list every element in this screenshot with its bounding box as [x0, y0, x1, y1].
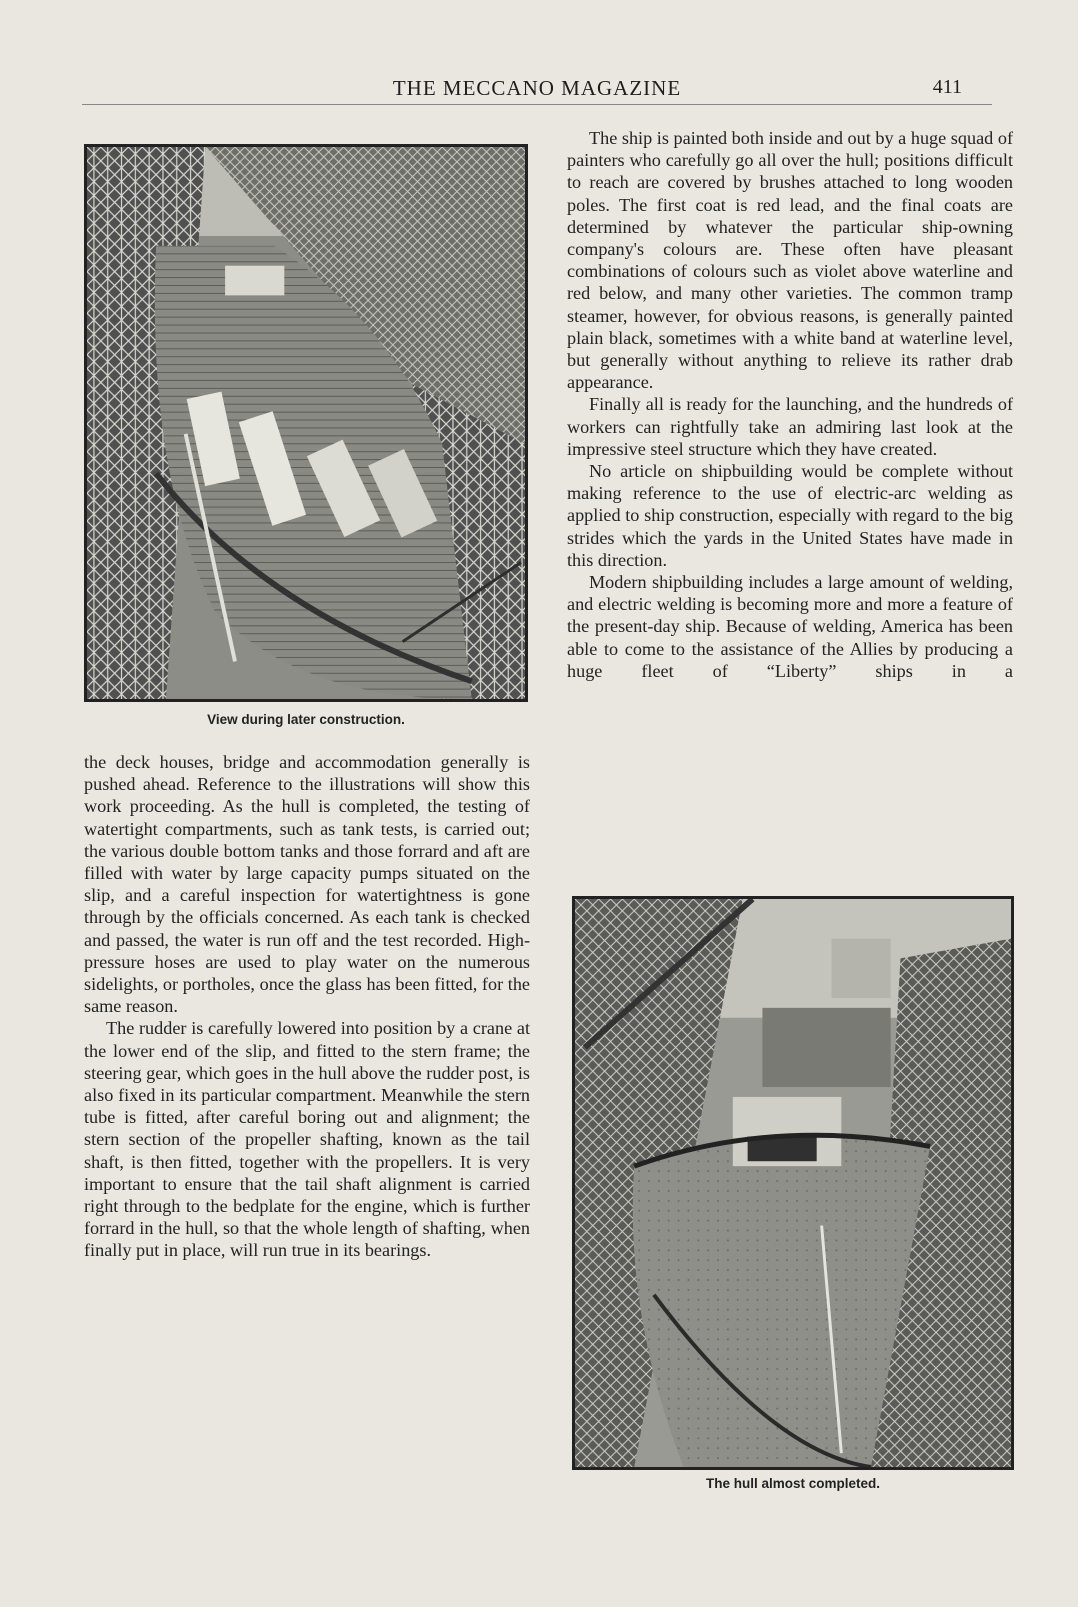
right-paragraph-1: The ship is painted both inside and out by a huge squad of painters who carefully go all over the hull; positions difficult to reach are covered by brushes attached to long wooden poles. The first coat is red lead, and the final coats are determined by whatever the particular ship-owning company's colours are. These often have pleasant combinations of colours such as violet above waterline and red below, and many other varieties. The common tramp steamer, however, for obvious reasons, is generally painted plain black, sometimes with a white band at waterline level, but generally without anything to relieve its rather drab appearance.: [567, 128, 1013, 393]
right-paragraph-2: Finally all is ready for the launching, and the hundreds of workers can rightfully take an admiring last look at the impressive steel structure which they have created.: [567, 394, 1013, 459]
right-text-column: [567, 127, 1013, 682]
photo-later-construction: [84, 144, 528, 702]
magazine-title: THE MECCANO MAGAZINE: [392, 76, 682, 100]
figure-caption-1: View during later construction.: [207, 712, 405, 727]
shipyard-photo-image: [87, 147, 525, 699]
figure-caption-2: The hull almost completed.: [705, 1476, 881, 1491]
right-paragraph-3: No article on shipbuilding would be complete without making reference to the use of electric-arc welding as applied to ship construction, especially with regard to the big strides which the yards in the United States have made in this direction.: [567, 461, 1013, 570]
photo-hull-almost-completed: [572, 896, 1014, 1470]
left-text-column: [84, 751, 530, 1262]
running-header: [82, 74, 992, 105]
right-paragraph-4: Modern shipbuilding includes a large amount of welding, and electric welding is becoming more and more a feature of the present-day ship. Because of welding, America has been able to come to the assistance of the Allies by producing a huge fleet of “Liberty” ships in a: [567, 572, 1013, 681]
page-number: 411: [932, 76, 962, 98]
left-paragraph-2: The rudder is carefully lowered into position by a crane at the lower end of the slip, and fitted to the stern frame; the steering gear, which goes in the hull above the rudder post, is also fixed in its particular compartment. Meanwhile the stern tube is fitted, after careful boring out and alignment; the stern section of the propeller shafting, known as the tail shaft, is then fitted, together with the propellers. It is very important to ensure that the tail shaft alignment is carried right through to the bedplate for the engine, which is further forrard in the hull, so that the whole length of shafting, when finally put in place, will run true in its bearings.: [84, 1018, 530, 1261]
left-paragraph-1: the deck houses, bridge and accommodation generally is pushed ahead. Reference to the illustrations will show this work proceeding. As the hull is completed, the testing of watertight compartments, such as tank tests, is carried out; the various double bottom tanks and those forrard and aft are filled with water by large capacity pumps situated on the slip, and a careful inspection for watertightness is gone through by the officials concerned. As each tank is checked and passed, the water is run off and the test recorded. High-pressure hoses are used to play water on the numerous sidelights, or portholes, once the glass has been fitted, for the same reason.: [84, 752, 530, 1017]
hull-photo-image: [575, 899, 1011, 1467]
